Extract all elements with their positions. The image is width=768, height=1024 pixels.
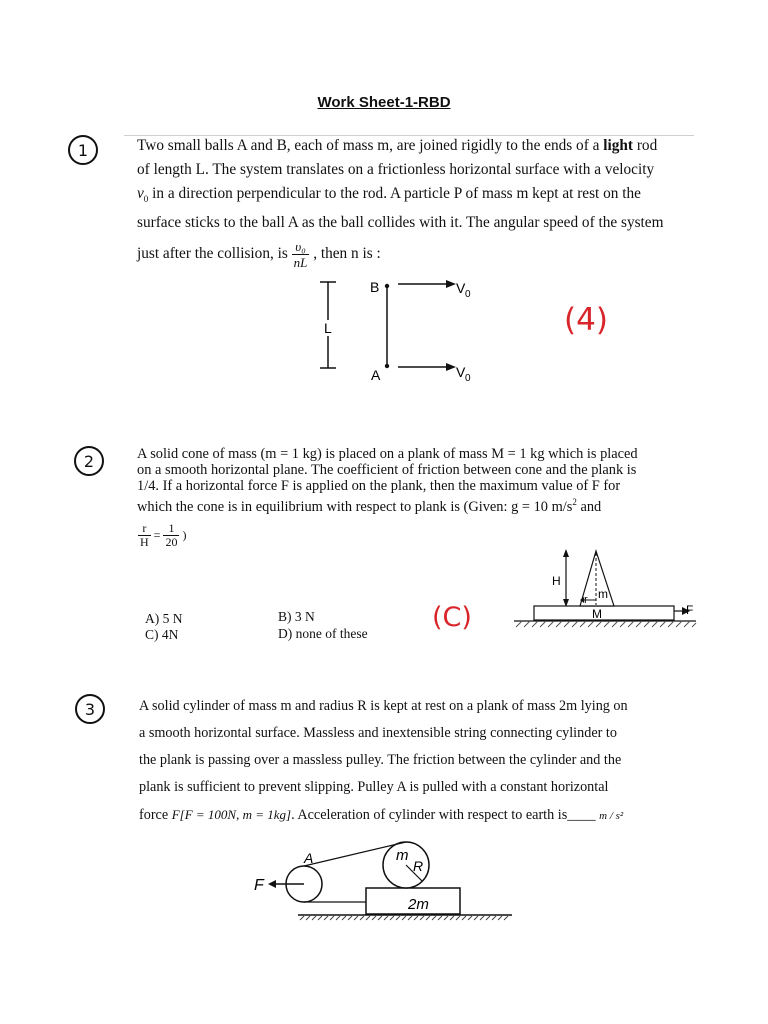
label-a: A: [304, 850, 314, 866]
label-b: B: [370, 279, 380, 295]
q1-fraction: $\frac{\text{υ₀}}{nL}$: [293, 239, 308, 271]
question-number-2: 2: [74, 446, 104, 476]
q2-cone-diagram: [510, 545, 700, 630]
q3-cylinder-diagram: [250, 840, 520, 925]
label-f: F: [254, 877, 264, 894]
question-number-1: 1: [68, 135, 98, 165]
q2-text: A solid cone of mass (m = 1 kg) is placed on a plank of mass M = 1 kg which is placed on a smooth horizontal plane. The coefficient of friction between cone and the plank is 1/4. If a horizontal force F is applied on the plank, then the maximum value of F for which the cone is in equilibrium with respect to plank is (Given: g = 10 $m/s^2$ and: [137, 446, 638, 515]
q2-answer: (C): [432, 602, 472, 633]
label-big-m: M: [592, 607, 602, 621]
label-2m: 2m: [408, 896, 429, 913]
q2-option-b: B) 3 N: [278, 609, 315, 624]
label-r: R: [413, 858, 424, 874]
q1-answer: (4): [564, 302, 608, 338]
svg-text:0: 0: [465, 289, 471, 300]
q2-option-a: A) 5 N: [145, 611, 183, 626]
q2-option-c: C) 4N: [145, 627, 179, 642]
label-f: F: [686, 603, 694, 617]
question-number-3: 3: [75, 694, 105, 724]
label-m: m: [396, 847, 409, 864]
label-r: r: [584, 594, 588, 606]
q3-text: A solid cylinder of mass m and radius R is kept at rest on a plank of mass 2m lying on a smooth horizontal surface. Massless and inextensible string connecting cylinder to the plank is passing over a massless pulley. The friction between the cylinder and the plank is sufficient to prevent slipping. Pulley A is pulled with a constant horizontal force F[F = 100N, m = 1kg]. Acceleration of cylinder with respect to earth is____ m / s²: [139, 698, 628, 823]
label-a: A: [371, 367, 381, 383]
svg-text:0: 0: [465, 373, 471, 384]
q2-option-d: D) none of these: [278, 626, 368, 641]
q1-rod-diagram: [300, 270, 500, 385]
label-l: L: [324, 320, 332, 336]
q2-ratio: $\frac{r}{H}$ = $\frac{1}{20}$ ): [140, 521, 187, 549]
label-v0-top: V: [456, 280, 466, 296]
q1-text: Two small balls A and B, each of mass m, are joined rigidly to the ends of a light rod of length L. The system translates on a frictionless horizontal surface with a velocity $v_0$ in a direction perpendicular to the rod. A particle P of mass m kept at rest on the surface sticks to the ball A as the ball collides with it. The angular speed of the system just after the collision, is $\frac{\text{υ₀}}{nL}$ , then n is :: [137, 137, 664, 271]
label-m: m: [598, 587, 608, 601]
page-title: Work Sheet-1-RBD: [317, 94, 451, 111]
label-h: H: [552, 574, 561, 588]
label-v0-bottom: V: [456, 364, 466, 380]
